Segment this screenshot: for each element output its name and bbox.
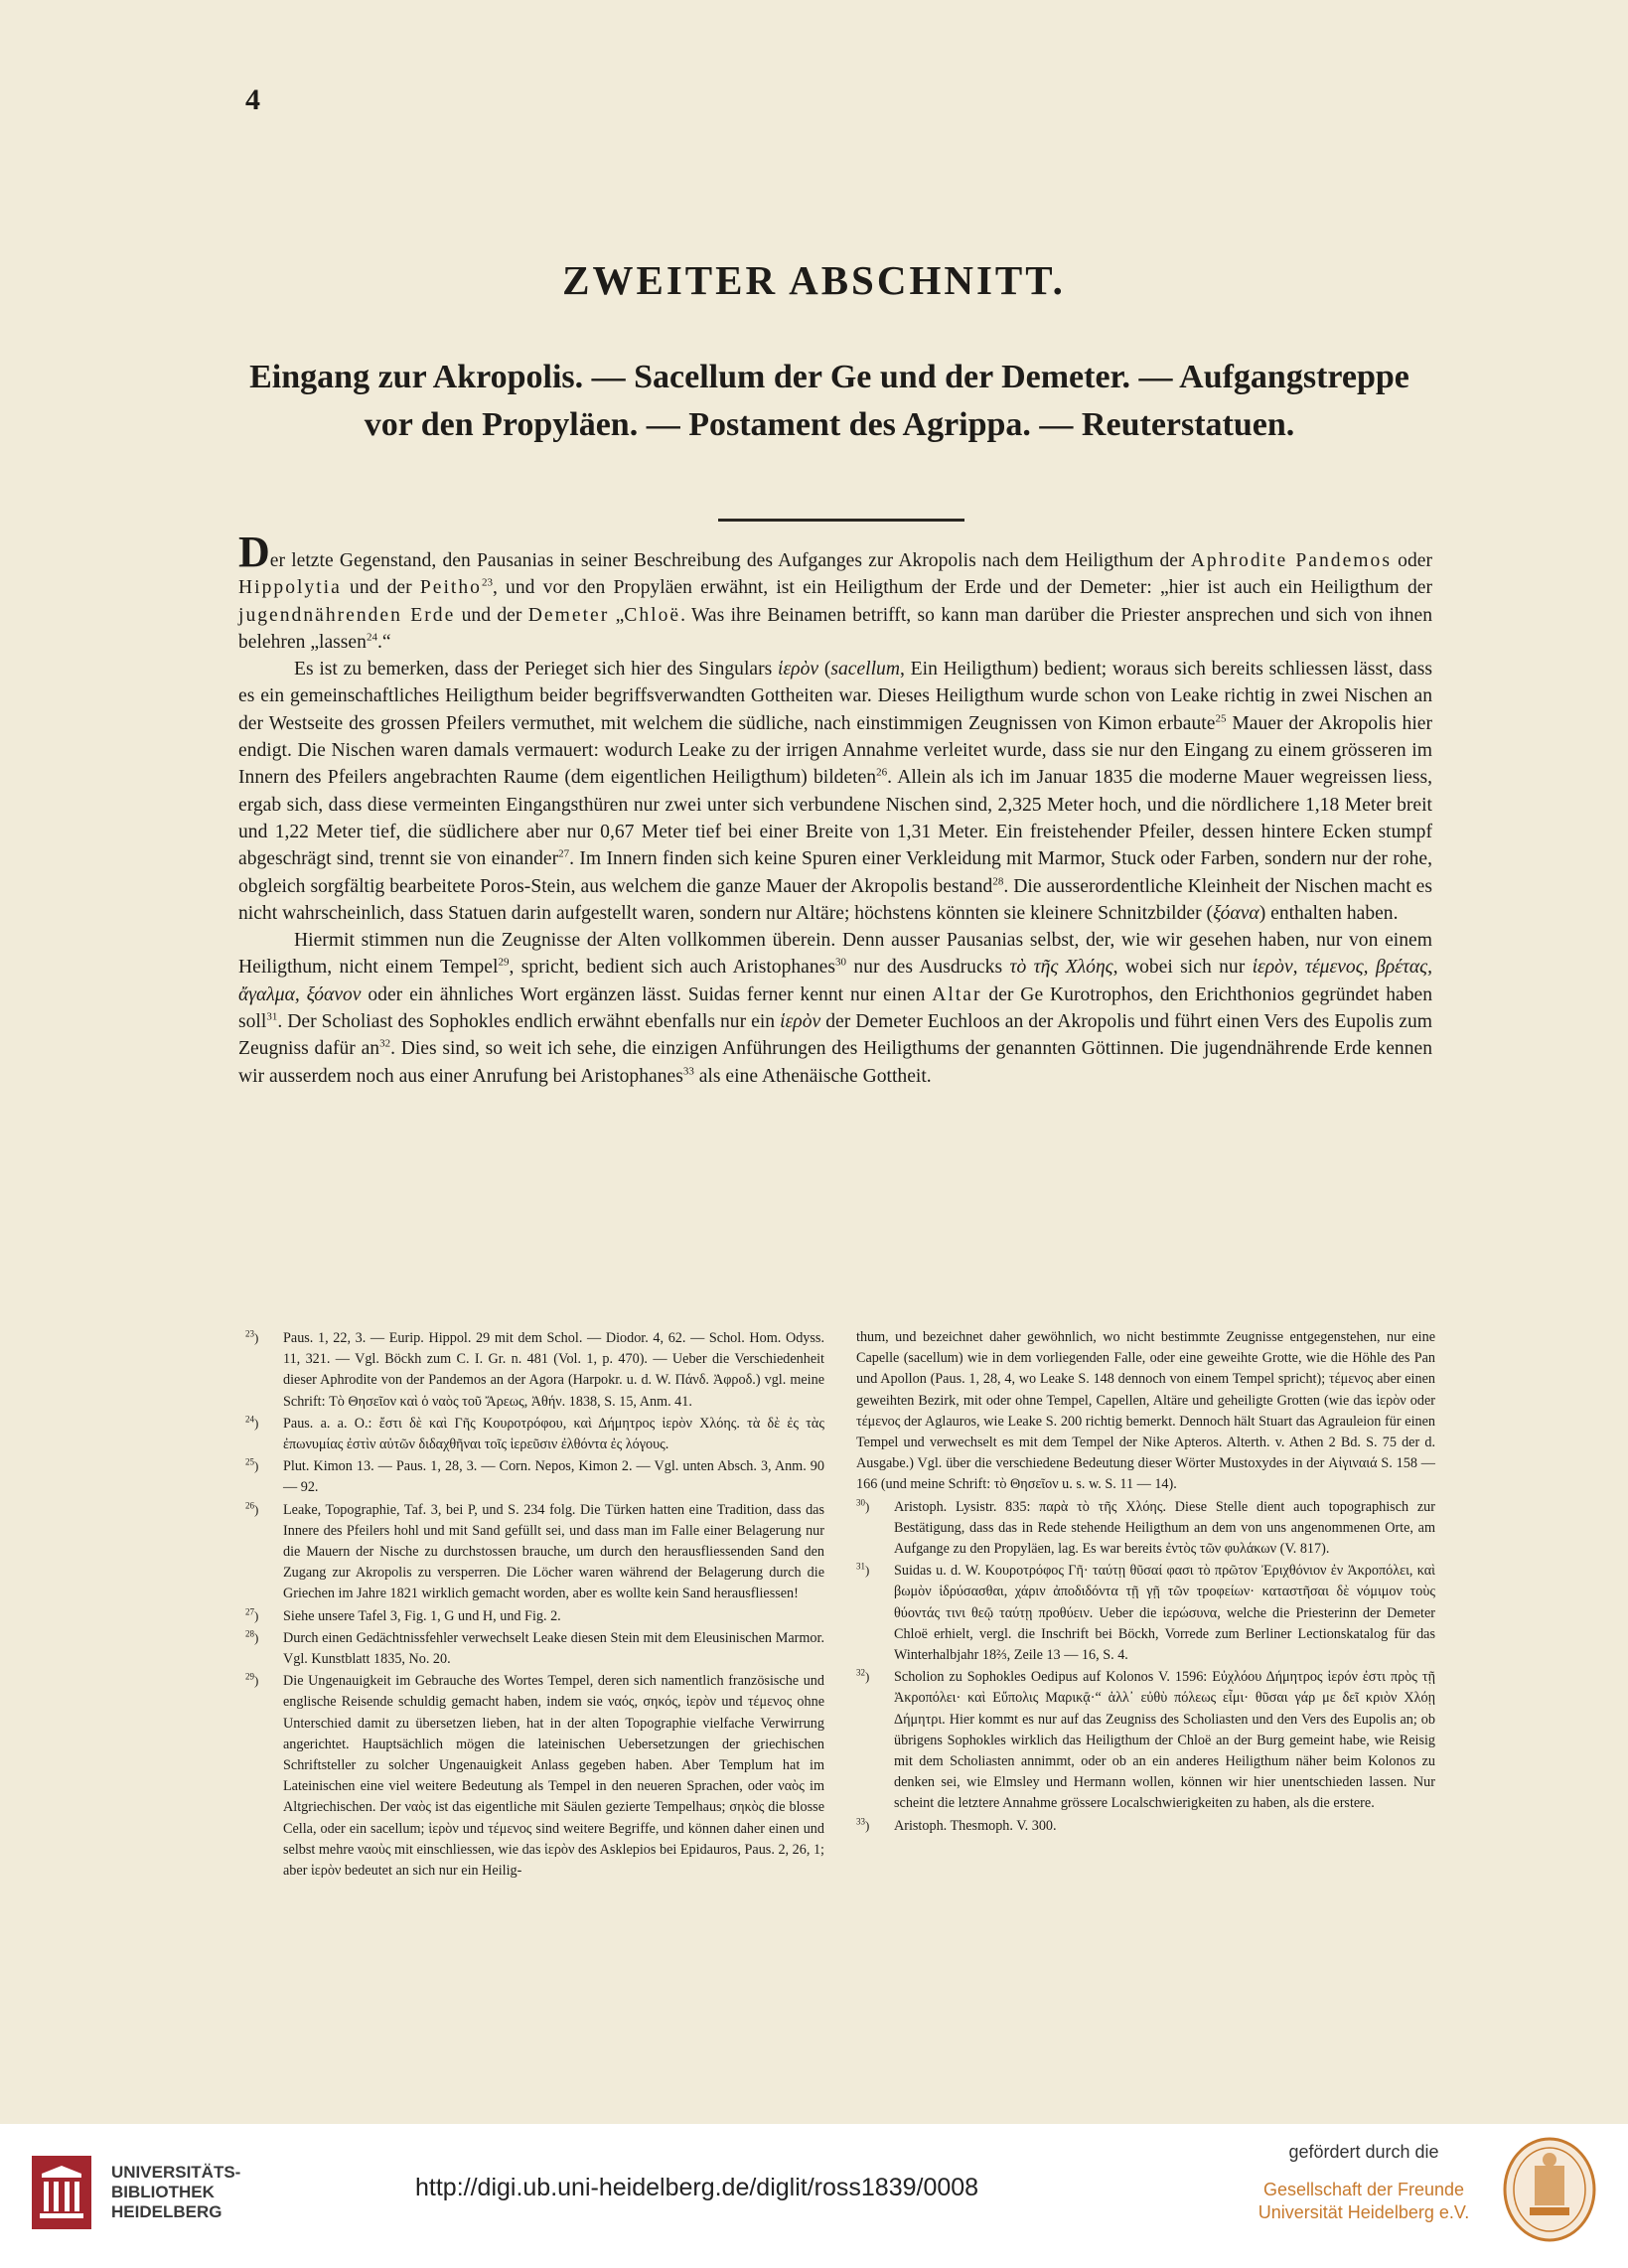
footnote-text: Paus. a. a. O.: ἔστι δὲ καὶ Γῆς Κουροτρόφου, καὶ Δήμητρος ἱερὸν Χλόης. τὰ δὲ ἐς τὰς ἐπωνυμίας ἐστὶν αὐτῶν διδαχθῆναι τοῖς ἱερεῦσιν ἐλθόντα ἐς λόγους. [283, 1415, 824, 1453]
footnote-marker: $^{23}$) [245, 1328, 259, 1345]
footnote-marker: $^{28}$) [245, 1628, 259, 1645]
text-run: der Ge Kurotrophos, den Erichthonios gegründet haben soll [238, 983, 1433, 1033]
text-run: . Die ausserordentliche Kleinheit der Nischen macht es nicht wahrscheinlich, dass Statuen darin aufgestellt waren, sondern nur Altäre; höchstens könnten sie kleinere Schnitzbilder ( [238, 875, 1432, 924]
spaced-name: Demeter [527, 604, 610, 626]
subtitle-line-1: Eingang zur Akropolis. — Sacellum der Ge und der Demeter. — Aufgangstreppe [249, 359, 1409, 395]
spaced-name: Hippolytia [238, 577, 342, 599]
footnote-ref: 31 [266, 1010, 278, 1023]
footnote-marker: $^{32}$) [856, 1667, 870, 1685]
footnote-marker: $^{26}$) [245, 1500, 259, 1517]
footnote-31 [856, 1560, 1435, 1666]
digital-copy-url[interactable]: http://digi.ub.uni-heidelberg.de/diglit/ross1839/0008 [415, 2174, 979, 2201]
footnote-33 [856, 1815, 1435, 1837]
footnote-ref: 25 [1215, 712, 1227, 725]
text-run: , wobei sich nur [1112, 957, 1253, 979]
library-name-line: BIBLIOTHEK [111, 2183, 215, 2201]
text-run: er letzte Gegenstand, den Pausanias in seiner Beschreibung des Aufganges zur Akropolis nach dem Heiligthum der [269, 550, 1191, 571]
footnote-ref: 28 [992, 875, 1004, 888]
footnote-ref: 27 [558, 847, 570, 860]
footnote-28 [245, 1627, 824, 1670]
text-run: oder ein ähnliches Wort ergänzen lässt. Suidas ferner kennt nur einen [361, 983, 933, 1005]
text-run: . Allein als ich im Januar 1835 die moderne Mauer wegreissen liess, ergab sich, dass diese vermeinten Eingangsthüren nur zwei unter sich verbundene Nischen sind, 2,325 Meter hoch, und die nördlichere 1,18 Meter breit und 1,22 Meter tief, die südlichere aber nur 0,67 Meter tief bei einer Breite von 1,31 Meter. Ein freistehender Pfeiler, dessen hintere Ecken stumpf abgeschrägt sind, trennt sie von einander [238, 767, 1432, 870]
footnote-text: Die Ungenauigkeit im Gebrauche des Wortes Tempel, deren sich namentlich französische und englische Reisende schuldig gemacht haben, indem sie ναός, σηκός, ἱερὸν und τέμενος ohne Unterschied damit zu übersetzen lieben, hat in der alten Topographie vielfache Verwirrung angerichtet. Hauptsächlich mögen die lateinischen Uebersetzungen der griechischen Schriftsteller zu solcher Ungenauigkeit Anlass gegeben haben. Aber Templum hat im Lateinischen eine viel weitere Bedeutung als Tempel in den neueren Sprachen, oder ναὸς im Altgriechischen. Der ναὸς ist das eigentliche mit Säulen gezierte Tempelhaus; σηκὸς die blosse Cella, oder ein sacellum; ἱερὸν und τέμενος sind weitere Begriffe, und können daher einen und selbst mehre ναοὺς mit einschliessen, wie das ἱερὸν des Asklepios bei Epidauros, Paus. 2, 26, 1; aber ἱερὸν bedeutet an sich nur ein Heilig- [283, 1673, 824, 1880]
footnotes-left-column [245, 1327, 824, 1882]
footnote-27 [245, 1605, 824, 1627]
paragraph-1 [238, 528, 1432, 656]
library-name-line: UNIVERSITÄTS- [111, 2163, 241, 2182]
text-run: und der [455, 604, 528, 626]
text-run: , und vor den Propyläen erwähnt, ist ein Heiligthum der Erde und der Demeter: „hier ist auch ein Heiligthum der [492, 577, 1432, 599]
text-run: Es ist zu bemerken, dass der Perieget sich hier des Singulars [294, 659, 779, 680]
footnote-text: Aristoph. Lysistr. 835: παρὰ τὸ τῆς Χλόης. Diese Stelle dient auch topographisch zur Bestätigung, dass das in Rede stehende Heiligthum an dem von uns angenommenen Orte, am Aufgange zu den Propyläen, lag. Es war bereits ἐντὸς τῶν φυλάκων (V. 817). [894, 1498, 1435, 1558]
footnote-ref: 23 [481, 576, 493, 589]
text-run: und der [341, 577, 420, 599]
body-text [238, 528, 1433, 1090]
spaced-name: Aphrodite Pandemos [1190, 550, 1392, 571]
footnote-text: Aristoph. Thesmoph. V. 300. [894, 1817, 1057, 1834]
footnote-29-continued: thum, und bezeichnet daher gewöhnlich, wo nicht bestimmte Zeugnisse entgegenstehen, nur eine Capelle (sacellum) wie in dem vorliegenden Falle, oder eine geweihte Grotte, wie die Höhle des Pan und Apollon (Paus. 1, 28, 4, wo Leake S. 148 dennoch von einem Tempel spricht); τέμενος aber einen geweihten Bezirk, mit oder ohne Tempel, Capellen, Altäre und geheiligte Grotten (wie das ἱερὸν oder τέμενος der Aglauros, wie Leake S. 200 richtig bemerkt. Dennoch hält Stuart das Agrauleion für einen Tempel und verwechselt es mit dem Tempel der Nike Apteros. Alterth. v. Athen 2 Bd. S. 75 der d. Ausgabe.) Vgl. über die verschiedene Bedeutung dieser Wörter Mustoxydes in der Αἰγιναιά S. 158 — 166 (und meine Schrift: τὸ Θησεῖον u. s. w. S. 11 — 14). [856, 1329, 1435, 1493]
footnote-marker: $^{24}$) [245, 1414, 259, 1431]
drop-cap: D [238, 528, 270, 576]
footnote-marker: $^{27}$) [245, 1606, 259, 1623]
library-name [111, 2163, 240, 2222]
paragraph-3 [238, 927, 1432, 1090]
footnote-25 [245, 1455, 824, 1498]
footnote-ref: 29 [498, 956, 510, 969]
sponsor-name-line: Universität Heidelberg e.V. [1258, 2202, 1470, 2222]
spaced-name: Peitho [419, 577, 482, 599]
text-run: , Ein Heiligthum) bedient; woraus sich bereits schliessen lässt, dass es ein gemeinschaftliches Heiligthum beider begriffsverwandten Gottheiten war. Dieses Heiligthum wurde schon von Leake richtig in zwei Nischen an der Westseite des grossen Pfeilers vermuthet, mit welchem die südliche, nach einstimmigen Zeugnissen von Kimon erbaute [238, 659, 1432, 734]
spaced-term: Altar [932, 983, 982, 1005]
text-run: als eine Athenäische Gottheit. [693, 1065, 932, 1087]
text-run: . Im Innern finden sich keine Spuren einer Verkleidung mit Marmor, Stuck oder Farben, sondern nur der rohe, obgleich sorgfältig bearbeitete Poros-Stein, aus welchem die ganze Mauer der Akropolis bestand [238, 848, 1432, 897]
greek-term: τὸ τῆς Χλόης [1009, 957, 1113, 979]
footnote-text: Paus. 1, 22, 3. — Eurip. Hippol. 29 mit dem Schol. — Diodor. 4, 62. — Schol. Hom. Odyss. 11, 321. — Vgl. Böckh zum C. I. Gr. n. 481 (Vol. 1, p. 470). — Ueber die Verschiedenheit dieser Aphrodite von der Pandemos an der Agora (Harpokr. u. d. W. Πάνδ. Ἀφροδ.) vgl. meine Schrift: Τὸ Θησεῖον καὶ ὁ ναὸς τοῦ Ἄρεως, Ἀθήν. 1838, S. 15, Anm. 41. [283, 1330, 824, 1410]
text-run: .“ [376, 631, 391, 653]
spaced-name: jugendnährenden Erde [238, 604, 456, 626]
footnote-32 [856, 1666, 1435, 1814]
page-number: 4 [245, 83, 260, 116]
paragraph-2 [238, 656, 1432, 927]
text-run: nur des Ausdrucks [846, 957, 1010, 979]
footnote-text: Durch einen Gedächtnissfehler verwechselt Leake diesen Stein mit dem Eleusinischen Marmor. Vgl. Kunstblatt 1835, No. 20. [283, 1629, 824, 1668]
greek-term: ἱερὸν [778, 659, 819, 680]
text-run: Mauer der Akropolis hier endigt. Die Nischen waren damals vermauert: wodurch Leake zu der irrigen Annahme verleitet wurde, dass sie nur den Eingang zu einem grösseren im Innern des Pfeilers angebrachten Raume (dem eigentlichen Heiligthum) bildeten [238, 712, 1432, 789]
footnote-marker: $^{29}$) [245, 1671, 259, 1689]
text-run: der Demeter Euchloos an der Akropolis und führt einen Vers des Eupolis zum Zeugniss dafür an [238, 1011, 1432, 1060]
library-logo-icon [32, 2156, 91, 2229]
university-seal-icon [1502, 2136, 1597, 2243]
footnote-marker: $^{31}$) [856, 1561, 870, 1579]
footnote-ref: 30 [835, 956, 846, 969]
footnote-ref: 26 [876, 766, 888, 779]
spaced-name: Chloë [624, 604, 681, 626]
latin-term: sacellum [830, 659, 901, 680]
greek-term: ξόανα [1213, 902, 1259, 924]
subtitle-line-2: vor den Propyläen. — Postament des Agrippa. — Reuterstatuen. [364, 406, 1295, 443]
greek-term: ἱερὸν, τέμενος, βρέτας, ἄγαλμα, ξόανον [238, 957, 1432, 1005]
text-run: oder [1391, 550, 1432, 571]
footnote-text: Suidas u. d. W. Κουροτρόφος Γῆ· ταύτῃ θῦσαί φασι τὸ πρῶτον Ἐριχθόνιον ἐν Ἀκροπόλει, καὶ βωμὸν ἱδρύσασθαι, χάριν ἀποδιδόντα τῇ γῇ τῶν τροφείων· καταστῆσαι δὲ νόμιμον τοὺς θύοντάς τινι θεῷ ταύτῃ προθύειν. Ueber die ἱερώσυνα, welche die Priesterinn der Demeter Chloë erhielt, vergl. die Inschrift bei Böckh, Vorrede zum Berliner Lectionskatalog für das Winterhalbjahr 18⅔, Zeile 13 — 16, S. 4. [894, 1563, 1435, 1664]
text-run: „ [609, 604, 625, 626]
footnote-marker: $^{30}$) [856, 1497, 870, 1514]
section-title: ZWEITER ABSCHNITT. [562, 257, 1066, 303]
footnote-text: Siehe unsere Tafel 3, Fig. 1, G und H, und Fig. 2. [283, 1607, 561, 1624]
sponsor-label: gefördert durch die [1288, 2142, 1439, 2162]
text-run: Hiermit stimmen nun die Zeugnisse der Alten vollkommen überein. Denn ausser Pausanias selbst, der, wie wir gesehen haben, nur von einem Heiligthum, nicht einem Tempel [238, 930, 1432, 979]
footnote-23 [245, 1327, 824, 1413]
footnote-ref: 32 [379, 1037, 391, 1050]
footnote-26 [245, 1499, 824, 1605]
title-rule [718, 519, 964, 522]
footnote-marker: $^{33}$) [856, 1816, 870, 1833]
footnote-ref: 24 [366, 631, 377, 644]
library-name-line: HEIDELBERG [111, 2202, 222, 2221]
sponsor-name-line: Gesellschaft der Freunde [1262, 2180, 1465, 2199]
text-run: , spricht, bedient sich auch Aristophanes [509, 957, 835, 979]
footnote-text: Scholion zu Sophokles Oedipus auf Kolonos V. 1596: Εὐχλόου Δήμητρος ἱερόν ἐστι πρὸς τῇ Ἀκροπόλει· καὶ Εὔπολις Μαρικᾷ·“ ἀλλ᾽ εὐθὺ πόλεως εἶμι· θῦσαι γάρ με δεῖ κριὸν Χλόῃ Δήμητρι. Hier kommt es nur auf das Zeugniss des Scholiasten und den Vers des Eupolis an; ob übrigens Sophokles wirklich das Heiligthum der Chloë an der Burg gemeint habe, wie Reisig mit dem Scholiasten annimmt, oder ob an ein anderes Heiligthum näher beim Kolonos zu denken sei, wie Elmsley und Hermann wollen, können wir hier unentschieden lassen. Nur scheint die letztere Annahme grössere Localschwierigkeiten zu haben, als die erstere. [894, 1669, 1435, 1812]
section-subtitle [228, 354, 1430, 449]
footnote-30 [856, 1496, 1435, 1561]
greek-term: ἱερὸν [780, 1011, 821, 1033]
footnotes-right-column [856, 1327, 1435, 1837]
footnote-29 [245, 1670, 824, 1882]
text-run: . Dies sind, so weit ich sehe, die einzigen Anführungen des Heiligthums der genannten Göttinnen. Die jugendnährende Erde kennen wir ausserdem noch aus einer Anrufung bei Aristophanes [238, 1038, 1432, 1087]
text-run: . Was ihre Beinamen betrifft, so kann man darüber die Priester ansprechen und sich von ihnen belehren „lassen [238, 604, 1432, 653]
footnote-ref: 33 [682, 1065, 694, 1078]
sponsor-name [1240, 2179, 1488, 2224]
footnote-text: Leake, Topographie, Taf. 3, bei P, und S. 234 folg. Die Türken hatten eine Tradition, dass das Innere des Pfeilers hohl und mit Sand gefüllt sei, und dass man im Falle einer Belagerung nur die Mauern der Nische zu durchstossen brauche, um durch den herausfliessenden Sand den Zugang zur Akropolis zu versperren. Die Löcher waren während der Belagerung durch die Griechen im Jahre 1821 wirklich gemacht worden, aber es wollte kein Sand herausfliessen! [283, 1501, 824, 1602]
text-run: ( [818, 659, 831, 680]
text-run: ) enthalten haben. [1258, 902, 1399, 924]
footnote-marker: $^{25}$) [245, 1456, 259, 1474]
text-run: . Der Scholiast des Sophokles endlich erwähnt ebenfalls nur ein [277, 1011, 781, 1033]
footnote-24 [245, 1413, 824, 1455]
footnote-text: Plut. Kimon 13. — Paus. 1, 28, 3. — Corn. Nepos, Kimon 2. — Vgl. unten Absch. 3, Anm. 90 — 92. [283, 1458, 824, 1496]
